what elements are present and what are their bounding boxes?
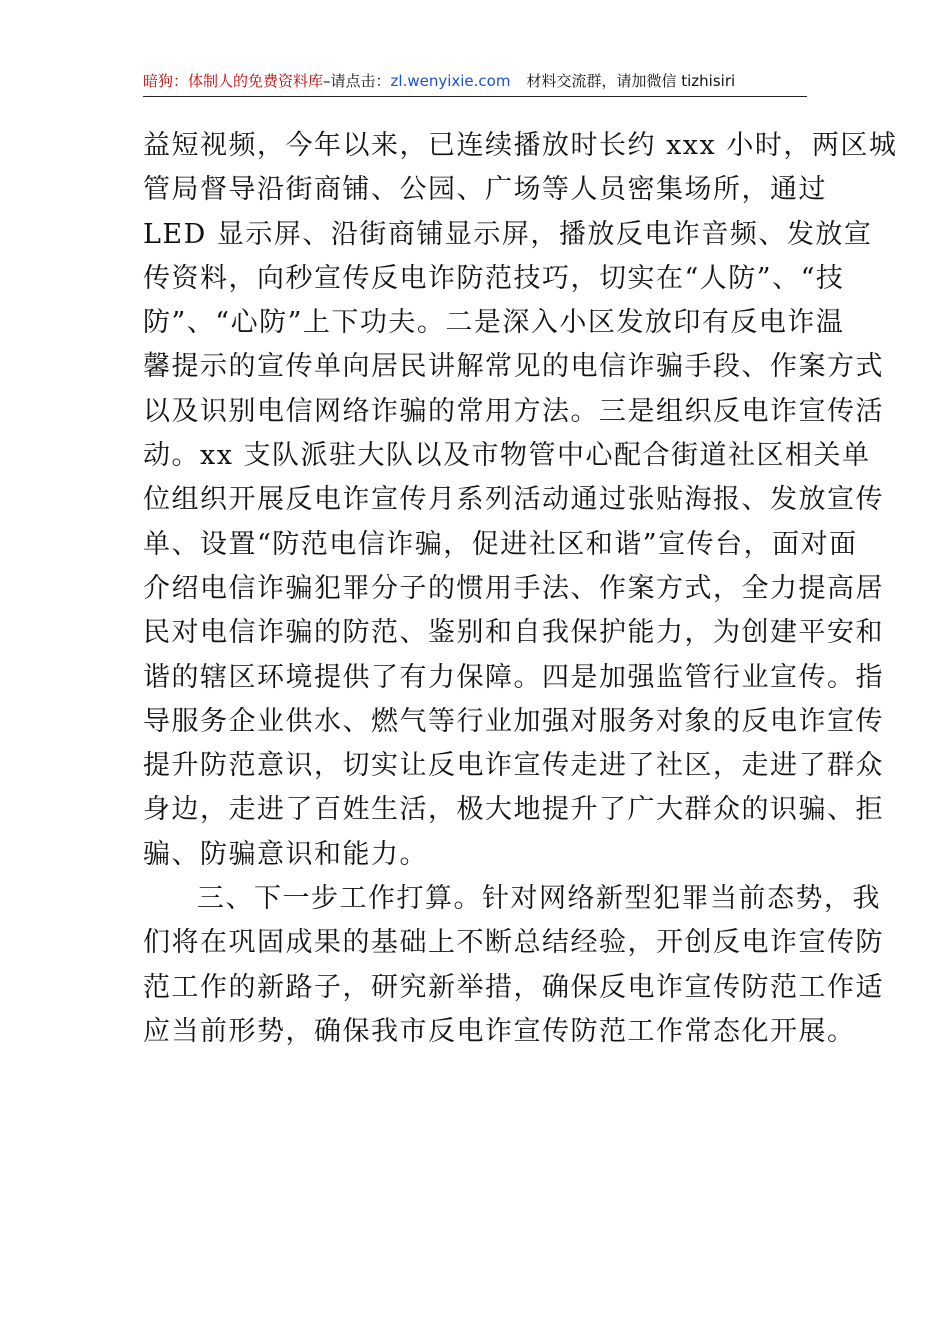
text-line: 馨提示的宣传单向居民讲解常见的电信诈骗手段、作案方式: [143, 351, 884, 383]
text-line: LED 显示屏、沿街商铺显示屏，播放反电诈音频、发放宣: [143, 218, 873, 250]
text-line: 谐的辖区环境提供了有力保障。四是加强监管行业宣传。指: [143, 661, 884, 693]
text-line: 益短视频，今年以来，已连续播放时长约 xxx 小时，两区城: [143, 130, 898, 161]
text-line: 应当前形势，确保我市反电诈宣传防范工作常态化开展。: [143, 1015, 856, 1047]
header-brand: 暗狗：体制人的免费资料库: [143, 72, 324, 90]
paragraph-next-steps: [143, 877, 884, 1054]
text-line: 防”、“心防”上下功夫。二是深入小区发放印有反电诈温: [143, 307, 845, 339]
text-line: 民对电信诈骗的防范、鉴别和自我保护能力，为创建平安和: [143, 617, 884, 649]
text-line: 介绍电信诈骗犯罪分子的惯用手法、作案方式，全力提高居: [143, 572, 884, 604]
text-line: 管局督导沿街商铺、公园、广场等人员密集场所，通过: [143, 174, 827, 206]
text-line: 传资料，向秒宣传反电诈防范技巧，切实在“人防”、“技: [143, 262, 845, 294]
header-link[interactable]: zl.wenyixie.com: [390, 72, 511, 90]
document-body: [143, 124, 898, 1054]
text-line: 位组织开展反电诈宣传月系列活动通过张贴海报、发放宣传: [143, 484, 884, 516]
text-line: 以及识别电信网络诈骗的常用方法。三是组织反电诈宣传活: [143, 395, 884, 427]
header-prompt: –请点击：: [323, 72, 391, 90]
text-line: 提升防范意识，切实让反电诈宣传走进了社区，走进了群众: [143, 750, 884, 782]
text-line: 三、下一步工作打算。针对网络新型犯罪当前态势，我: [197, 883, 881, 915]
text-line: 单、设置“防范电信诈骗，促进社区和谐”宣传台，面对面: [143, 528, 858, 560]
text-line: 动。xx 支队派驻大队以及市物管中心配合街道社区相关单: [143, 440, 871, 472]
page-header: [143, 70, 807, 97]
text-line: 身边，走进了百姓生活，极大地提升了广大群众的识骗、拒: [143, 794, 884, 826]
text-line: 们将在巩固成果的基础上不断总结经验，开创反电诈宣传防: [143, 927, 884, 959]
text-line: 导服务企业供水、燃气等行业加强对服务对象的反电诈宣传: [143, 705, 884, 737]
text-line: 骗、防骗意识和能力。: [143, 838, 428, 870]
paragraph-continuation: [143, 124, 898, 877]
header-wechat-note: 材料交流群，请加微信 tizhisiri: [526, 72, 736, 90]
text-line: 范工作的新路子，研究新举措，确保反电诈宣传防范工作适: [143, 971, 884, 1003]
